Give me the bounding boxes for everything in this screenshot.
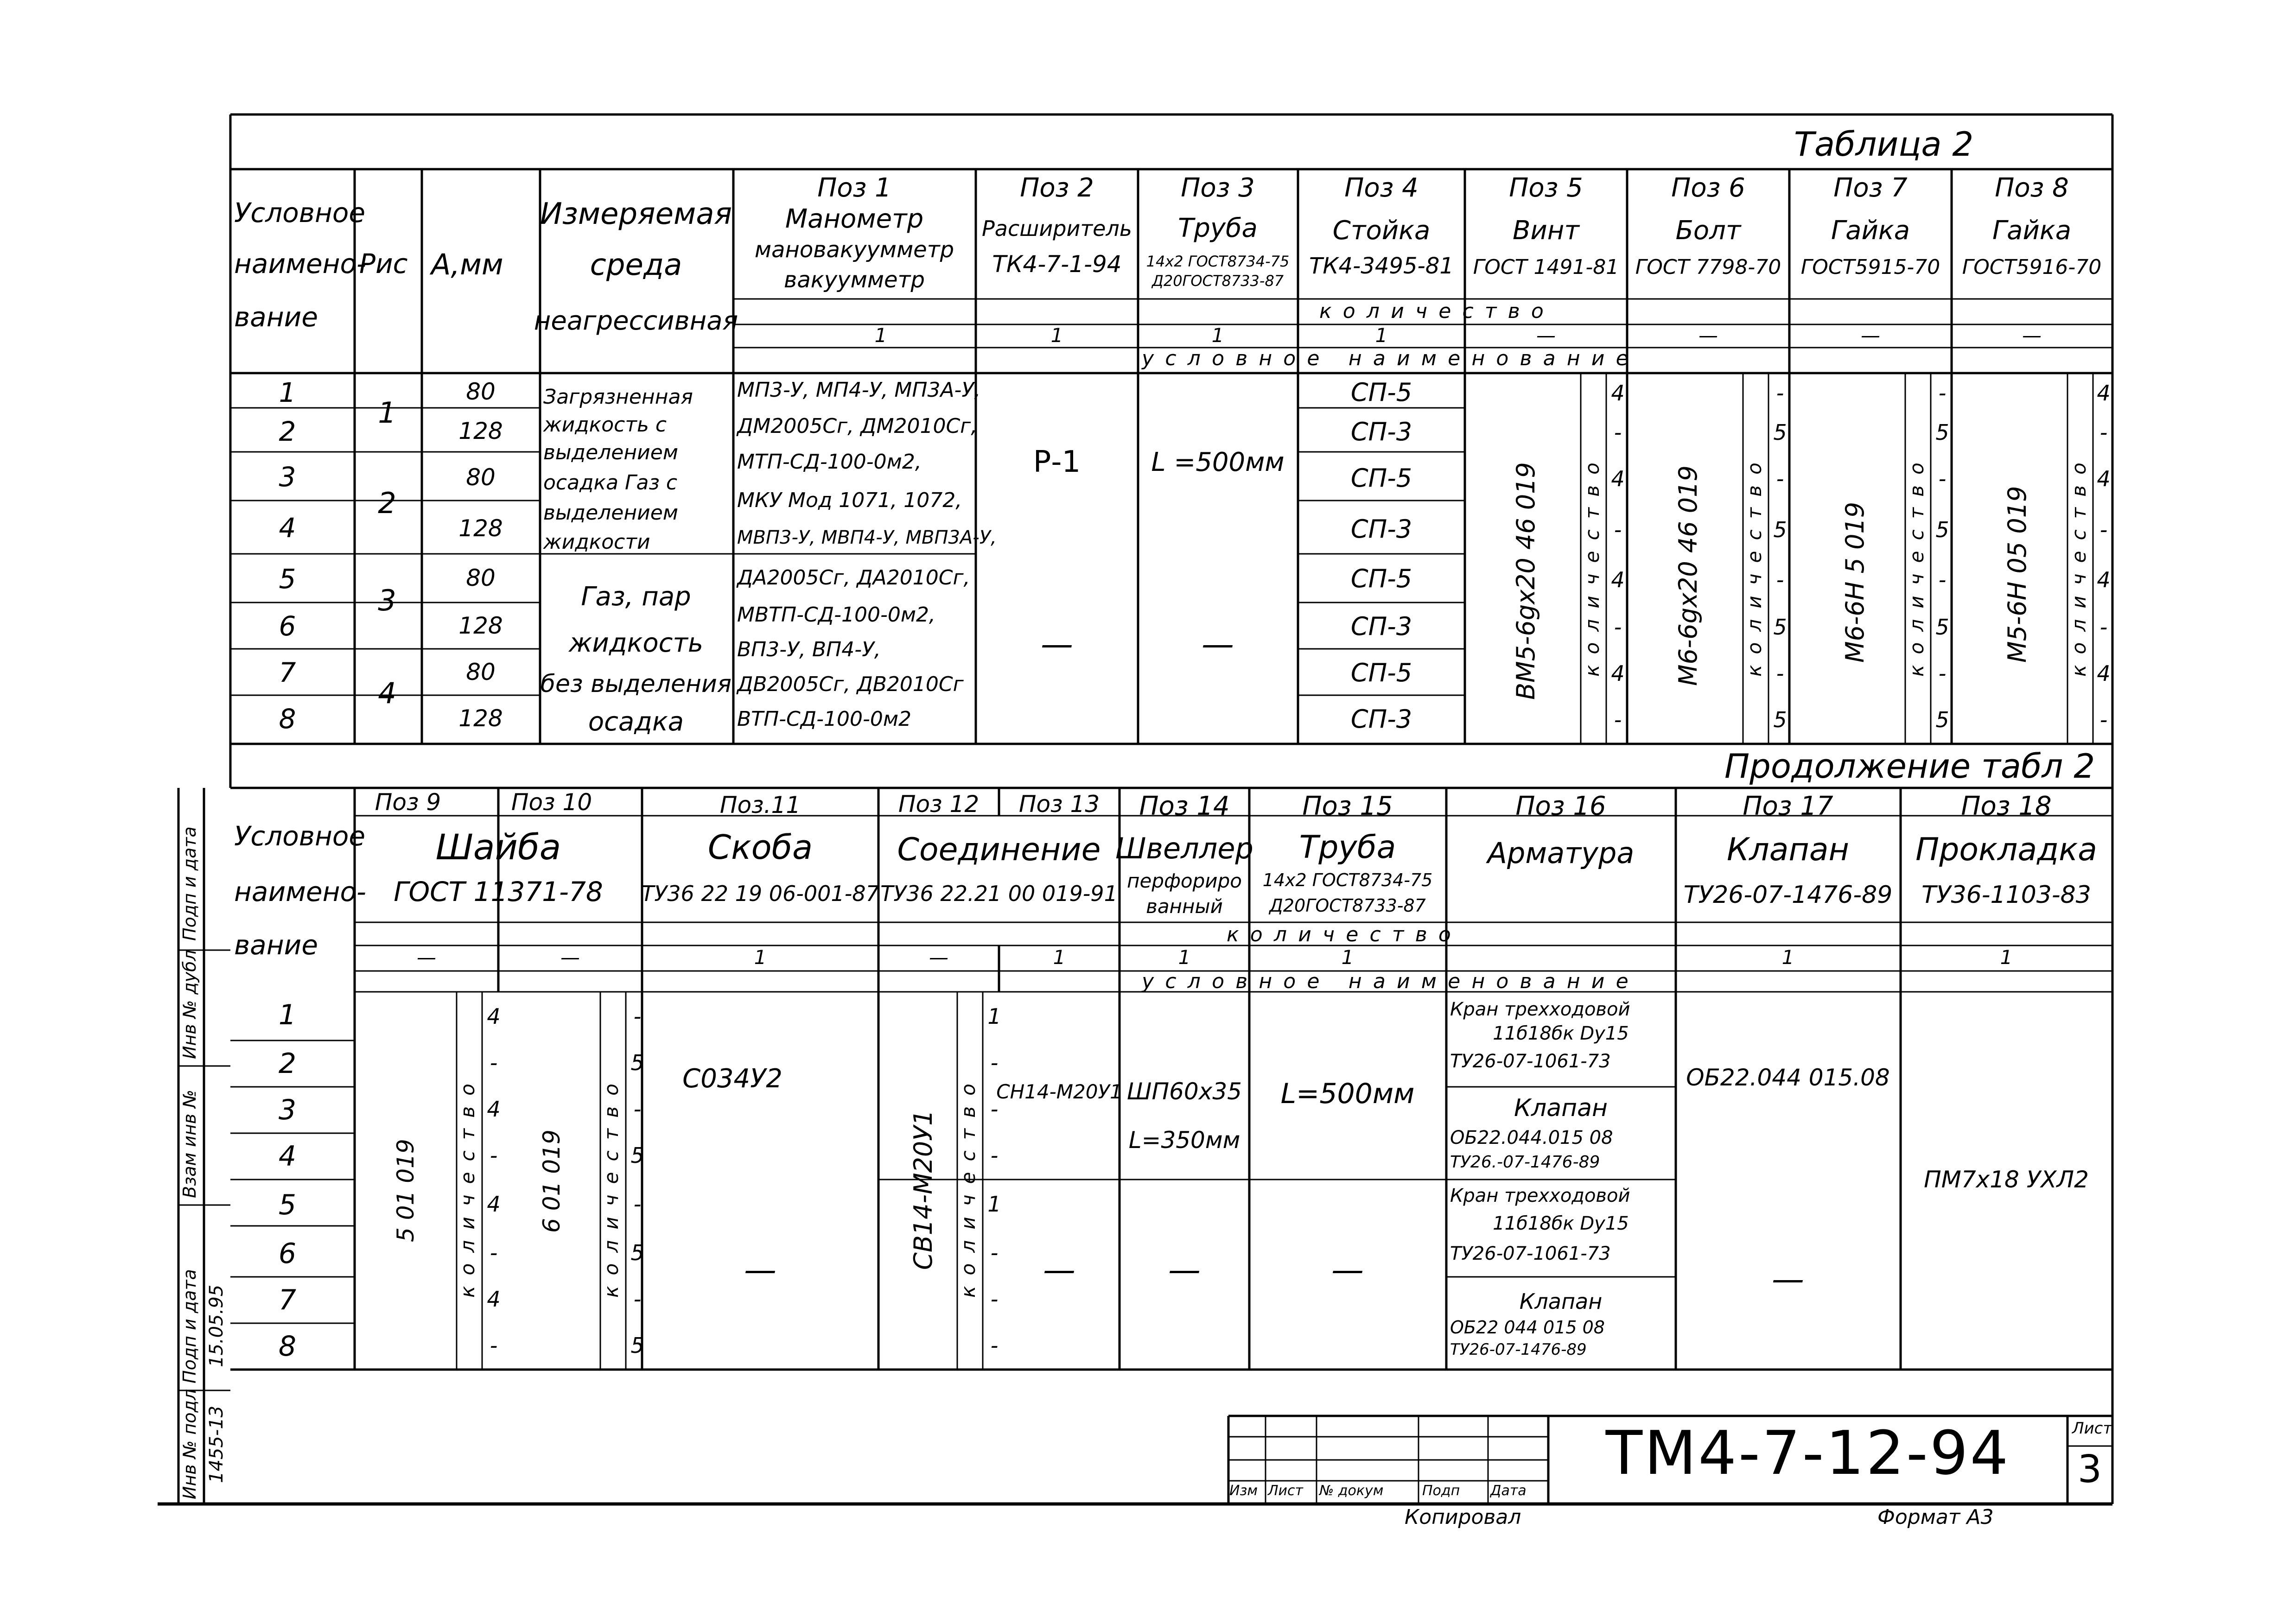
qty-label-vert: количество xyxy=(1581,452,1603,677)
pos4-value: СП-5 xyxy=(1350,564,1412,593)
a-value: 128 xyxy=(458,515,503,542)
a-value: 80 xyxy=(466,464,496,491)
tb-col-sign: Подп xyxy=(1422,1483,1460,1499)
header-a: А,мм xyxy=(431,247,503,281)
washer-std: ГОСТ 11371-78 xyxy=(394,876,603,907)
qty-cell: - xyxy=(490,1143,498,1168)
qty-cell: 5 xyxy=(1935,615,1949,640)
row-num: 3 xyxy=(279,461,296,493)
tb-col-izm: Изм xyxy=(1229,1483,1258,1499)
medium-dirty: выделением xyxy=(543,441,678,464)
pos17-label: Поз 17 xyxy=(1743,791,1833,821)
medium-dirty: осадка Газ с xyxy=(543,471,678,495)
bqty: — xyxy=(929,946,948,969)
a-value: 80 xyxy=(466,659,496,685)
fig-value: 1 xyxy=(378,396,396,430)
fitting-3: 11б18бк Dу15 xyxy=(1493,1213,1629,1234)
pos2-qty: 1 xyxy=(1050,324,1063,347)
quantity-label-bottom: количество xyxy=(1227,923,1462,946)
header-name-1b: Условное xyxy=(234,820,366,852)
designation-label-bottom: условное наименование xyxy=(1142,970,1640,993)
p13-dash: — xyxy=(1043,1251,1075,1289)
a-value: 128 xyxy=(458,418,503,444)
instrument-item: ДМ2005Сг, ДМ2010Сг, xyxy=(737,414,978,438)
pos3-line1: Труба xyxy=(1178,213,1258,243)
bqty: 1 xyxy=(1178,946,1191,969)
pipe-name: Труба xyxy=(1299,829,1396,866)
fitting-3: ТУ26-07-1061-73 xyxy=(1450,1243,1611,1264)
header-medium-3: неагрессивная xyxy=(534,306,738,336)
p15-value: L=500мм xyxy=(1280,1078,1415,1110)
fitting-4: ТУ26-07-1476-89 xyxy=(1450,1340,1587,1359)
fitting-3: Кран трехходовой xyxy=(1450,1185,1630,1206)
continuation-title: Продолжение табл 2 xyxy=(1724,747,2095,786)
qty-cell: 5 xyxy=(1773,420,1787,445)
qty-cell: - xyxy=(490,1050,498,1075)
a-value: 128 xyxy=(458,612,503,639)
pos4-label: Поз 4 xyxy=(1344,173,1419,203)
bqty: 1 xyxy=(1781,946,1794,969)
designation-label-top: условное наименование xyxy=(1142,347,1640,370)
qty-cell: 4 xyxy=(487,1287,501,1312)
valve-name: Клапан xyxy=(1727,831,1849,868)
fig-value: 2 xyxy=(378,486,396,520)
pos5-line2: ГОСТ 1491-81 xyxy=(1473,255,1619,279)
pos4-value: СП-3 xyxy=(1350,704,1412,734)
tb-col-doc: № докум xyxy=(1319,1483,1384,1499)
qty-cell: 4 xyxy=(2097,567,2111,592)
medium-dirty: выделением xyxy=(543,501,678,525)
pos7-name: М6-6Н 5 019 xyxy=(1840,501,1870,663)
pos12-label: Поз 12 xyxy=(898,791,980,818)
p15-dash: — xyxy=(1331,1251,1364,1289)
row-num-b: 5 xyxy=(278,1189,297,1221)
qty-cell: - xyxy=(633,1287,642,1312)
instrument-item: МКУ Мод 1071, 1072, xyxy=(737,488,962,512)
qty-cell: - xyxy=(633,1097,642,1122)
pos2-value: Р-1 xyxy=(1033,445,1081,479)
qty-label-vert: количество xyxy=(2067,452,2090,677)
qty-label-vert: количество xyxy=(1743,452,1766,677)
header-medium-2: среда xyxy=(590,248,682,282)
p14-dash: — xyxy=(1168,1251,1201,1289)
header-medium-1: Измеряемая xyxy=(540,197,732,231)
pos3-line2: 14х2 ГОСТ8734-75 xyxy=(1146,253,1290,270)
pos2-line1: Расширитель xyxy=(982,216,1132,241)
qty-cell: - xyxy=(2099,615,2108,640)
tb-col-date: Дата xyxy=(1490,1483,1527,1499)
instrument-item: МП3-У, МП4-У, МП3А-У, xyxy=(737,378,981,402)
pos8-line2: ГОСТ5916-70 xyxy=(1962,255,2102,279)
stamp-sign-date: Подп и дата xyxy=(179,826,200,941)
instrument-item: МВП3-У, МВП4-У, МВП3А-У, xyxy=(737,527,997,548)
p13-value: СН14-М20У1 xyxy=(996,1080,1122,1103)
qty-cell: - xyxy=(1938,661,1946,686)
qty-cell: - xyxy=(633,1004,642,1029)
pos6-name: М6-6gх20 46 019 xyxy=(1673,465,1703,686)
qty-cell: 1 xyxy=(987,1192,1001,1217)
bqty: 1 xyxy=(2000,946,2013,969)
medium-dirty: жидкость с xyxy=(543,413,667,437)
instrument-item: МВТП-СД-100-0м2, xyxy=(737,603,935,627)
fitting-1: ТУ26-07-1061-73 xyxy=(1450,1051,1611,1072)
header-name-2b: наимено- xyxy=(234,876,366,907)
bracket-name: Скоба xyxy=(707,828,813,867)
medium-dirty: жидкости xyxy=(543,530,650,554)
tb-copied: Копировал xyxy=(1405,1505,1521,1529)
pos8-line1: Гайка xyxy=(1992,216,2072,246)
stamp-date-value: 15.05.95 xyxy=(206,1284,227,1367)
row-num: 7 xyxy=(279,657,296,688)
row-num: 6 xyxy=(279,610,296,642)
table-title: Таблица 2 xyxy=(1794,125,1974,164)
qty-cell: - xyxy=(990,1240,999,1265)
p18-value: ПМ7х18 УХЛ2 xyxy=(1924,1166,2089,1193)
a-value: 80 xyxy=(466,565,496,591)
instrument-item: МТП-СД-100-0м2, xyxy=(737,450,922,474)
pos6-line1: Болт xyxy=(1675,216,1741,246)
pos13-label: Поз 13 xyxy=(1018,791,1100,818)
qty-cell: 5 xyxy=(630,1333,644,1358)
qty-cell: 4 xyxy=(1611,466,1625,491)
pos6-qty: — xyxy=(1698,324,1718,347)
channel-name-2: перфориро xyxy=(1127,869,1242,892)
qty-cell: 5 xyxy=(1935,420,1949,445)
washer-name: Шайба xyxy=(435,826,561,868)
p10-name: 6 01 019 xyxy=(538,1129,565,1233)
fitting-2: ТУ26.-07-1476-89 xyxy=(1450,1153,1600,1172)
pos1-line1: Манометр xyxy=(785,204,924,234)
header-name-3: вание xyxy=(234,301,318,333)
qty-cell: - xyxy=(990,1143,999,1168)
joint-name: Соединение xyxy=(897,831,1101,868)
tb-format: Формат А3 xyxy=(1877,1505,1994,1529)
pos2-line2: ТК4-7-1-94 xyxy=(992,251,1122,278)
qty-label-vert: количество xyxy=(1905,452,1928,677)
tb-sheet-label: Лист xyxy=(2072,1419,2112,1438)
qty-cell: - xyxy=(1614,615,1622,640)
pos4-line2: ТК4-3495-81 xyxy=(1309,253,1454,279)
instrument-item: ВП3-У, ВП4-У, xyxy=(737,638,881,661)
fitting-2: ОБ22.044.015 08 xyxy=(1450,1127,1613,1148)
qty-cell: 5 xyxy=(1773,517,1787,542)
pos5-qty: — xyxy=(1536,324,1556,347)
qty-cell: 4 xyxy=(2097,381,2111,406)
pos1-line2: мановакуумметр xyxy=(754,237,954,263)
fitting-4: ОБ22 044 015 08 xyxy=(1450,1317,1605,1338)
qty-cell: 5 xyxy=(630,1240,644,1265)
header-fig: Рис xyxy=(359,248,408,279)
stamp-replace-inv: Взам инв № xyxy=(179,1090,200,1198)
pos7-line2: ГОСТ5915-70 xyxy=(1800,255,1940,279)
instrument-item: ДА2005Сг, ДА2010Сг, xyxy=(737,566,970,590)
joint-std: ТУ36 22.21 00 019-91 xyxy=(880,881,1118,906)
pos9-label: Поз 9 xyxy=(375,789,441,816)
qty-cell: 4 xyxy=(1611,381,1625,406)
qty-cell: 4 xyxy=(487,1192,501,1217)
stamp-inv-value: 1455-13 xyxy=(206,1405,227,1483)
pos16-label: Поз 16 xyxy=(1515,791,1606,821)
gasket-name: Прокладка xyxy=(1915,831,2097,868)
qty-cell: - xyxy=(990,1333,999,1358)
medium-clean: осадка xyxy=(588,707,684,737)
pos3-qty: 1 xyxy=(1211,324,1224,347)
pos1-label: Поз 1 xyxy=(817,173,891,203)
row-num-b: 3 xyxy=(278,1094,297,1126)
tb-col-list: Лист xyxy=(1268,1483,1304,1499)
qty-cell: 4 xyxy=(1611,661,1625,686)
qty-cell: - xyxy=(2099,420,2108,445)
valve-std: ТУ26-07-1476-89 xyxy=(1683,881,1893,909)
pos18-label: Поз 18 xyxy=(1961,791,2052,821)
pos5-label: Поз 5 xyxy=(1509,173,1583,203)
qty-cell: - xyxy=(1614,707,1622,732)
qty-cell: - xyxy=(633,1192,642,1217)
row-num: 1 xyxy=(279,377,296,408)
pos3-value: L =500мм xyxy=(1151,447,1285,477)
stamp-orig-inv: Инв № подл xyxy=(179,1389,200,1499)
pos2-dash: — xyxy=(1041,625,1073,663)
qty-cell: 5 xyxy=(630,1050,644,1075)
stamp-sign-date-2: Подп и дата xyxy=(179,1269,200,1383)
pos4-value: СП-3 xyxy=(1350,612,1412,641)
pos3-line3: Д20ГОСТ8733-87 xyxy=(1151,272,1284,290)
fittings-name: Арматура xyxy=(1487,836,1635,870)
qty-cell: 5 xyxy=(1935,517,1949,542)
qty-cell: - xyxy=(990,1050,999,1075)
qty-cell: - xyxy=(1938,381,1946,406)
pos6-line2: ГОСТ 7798-70 xyxy=(1635,255,1781,279)
pos15-label: Поз 15 xyxy=(1302,791,1393,821)
qty-cell: 5 xyxy=(1773,707,1787,732)
pos4-value: СП-5 xyxy=(1350,378,1412,407)
pos2-label: Поз 2 xyxy=(1020,173,1094,203)
row-num-b: 8 xyxy=(278,1330,297,1363)
bqty: — xyxy=(560,946,580,969)
qty-cell: 5 xyxy=(1935,707,1949,732)
qty-cell: 4 xyxy=(487,1004,501,1029)
channel-name-3: ванный xyxy=(1146,895,1223,918)
row-num-b: 1 xyxy=(278,999,297,1031)
qty-label-vert-b: количество xyxy=(600,1073,623,1298)
pos1-line3: вакуумметр xyxy=(784,267,925,293)
instrument-item: ДВ2005Сг, ДВ2010Сг xyxy=(737,672,964,696)
pos4-qty: 1 xyxy=(1375,324,1388,347)
bqty: 1 xyxy=(1341,946,1354,969)
pos7-line1: Гайка xyxy=(1831,216,1910,246)
p11-dash: — xyxy=(744,1251,776,1289)
qty-label-vert-b: количество xyxy=(456,1073,479,1298)
qty-cell: 5 xyxy=(1773,615,1787,640)
qty-cell: 4 xyxy=(1611,567,1625,592)
pos4-value: СП-5 xyxy=(1350,463,1412,493)
p14-len: L=350мм xyxy=(1128,1127,1240,1154)
row-num: 8 xyxy=(279,703,296,735)
pos7-label: Поз 7 xyxy=(1833,173,1908,203)
a-value: 80 xyxy=(466,378,496,405)
pipe-std-2: Д20ГОСТ8733-87 xyxy=(1269,895,1426,916)
gasket-std: ТУ36-1103-83 xyxy=(1921,881,2091,909)
row-num-b: 7 xyxy=(278,1284,297,1316)
qty-cell: - xyxy=(490,1333,498,1358)
p12-name: СВ14-М20У1 xyxy=(909,1110,938,1270)
fitting-1: 11б18бк Dу15 xyxy=(1493,1023,1629,1044)
row-num: 2 xyxy=(279,416,296,447)
stamp-dup-inv: Инв № дубл xyxy=(179,950,200,1059)
qty-cell: 4 xyxy=(487,1097,501,1122)
qty-cell: 5 xyxy=(630,1143,644,1168)
fig-value: 3 xyxy=(378,584,396,617)
qty-cell: - xyxy=(1776,381,1784,406)
bqty: 1 xyxy=(1053,946,1066,969)
qty-cell: 4 xyxy=(2097,661,2111,686)
p17-dash: — xyxy=(1772,1260,1804,1298)
medium-clean: Газ, пар xyxy=(581,582,691,612)
qty-cell: - xyxy=(990,1097,999,1122)
pos3-dash: — xyxy=(1202,625,1234,663)
p14-value: ШП60х35 xyxy=(1127,1078,1242,1105)
pos4-value: СП-3 xyxy=(1350,514,1412,544)
qty-cell: - xyxy=(1776,466,1784,491)
qty-cell: - xyxy=(1614,420,1622,445)
qty-cell: - xyxy=(2099,707,2108,732)
pos5-line1: Винт xyxy=(1512,216,1580,246)
row-num: 5 xyxy=(279,563,296,595)
quantity-label-top: количество xyxy=(1319,299,1555,323)
p9-name: 5 01 019 xyxy=(392,1139,419,1242)
qty-label-vert-b: количество xyxy=(957,1073,980,1298)
pos5-name: ВМ5-6gх20 46 019 xyxy=(1511,462,1540,700)
fitting-1: Кран трехходовой xyxy=(1450,999,1630,1020)
medium-clean: жидкость xyxy=(568,628,704,658)
row-num-b: 6 xyxy=(278,1237,297,1270)
pos7-qty: — xyxy=(1861,324,1880,347)
pos4-value: СП-3 xyxy=(1350,417,1412,446)
qty-cell: - xyxy=(1776,661,1784,686)
qty-cell: - xyxy=(1938,466,1946,491)
header-name-1: Условное xyxy=(234,197,366,228)
p11-value: С034У2 xyxy=(682,1064,782,1094)
document-code: ТМ4-7-12-94 xyxy=(1605,1418,2010,1488)
pos3-label: Поз 3 xyxy=(1181,173,1255,203)
instrument-item: ВТП-СД-100-0м2 xyxy=(737,707,912,731)
qty-cell: - xyxy=(990,1287,999,1312)
pos4-line1: Стойка xyxy=(1332,216,1431,246)
header-name-3b: вание xyxy=(234,929,318,961)
p17-value: ОБ22.044 015.08 xyxy=(1686,1064,1890,1091)
bracket-std: ТУ36 22 19 06-001-87 xyxy=(641,881,879,906)
header-name-2: наимено- xyxy=(234,248,366,279)
qty-cell: 4 xyxy=(2097,466,2111,491)
medium-clean: без выделения xyxy=(540,670,732,698)
row-num-b: 4 xyxy=(278,1140,297,1173)
qty-cell: 1 xyxy=(987,1004,1001,1029)
pos6-label: Поз 6 xyxy=(1671,173,1745,203)
pos8-label: Поз 8 xyxy=(1995,173,2069,203)
pos1-qty: 1 xyxy=(874,324,887,347)
pipe-std-1: 14х2 ГОСТ8734-75 xyxy=(1262,870,1433,890)
fitting-2: Клапан xyxy=(1514,1094,1608,1122)
pos8-qty: — xyxy=(2022,324,2042,347)
qty-cell: - xyxy=(2099,517,2108,542)
qty-cell: - xyxy=(1776,567,1784,592)
pos8-name: М5-6Н 05 019 xyxy=(2003,486,2032,663)
fig-value: 4 xyxy=(378,676,396,710)
bqty: — xyxy=(417,946,436,969)
row-num-b: 2 xyxy=(278,1047,297,1080)
pos10-label: Поз 10 xyxy=(511,789,592,816)
a-value: 128 xyxy=(458,705,503,732)
fitting-4: Клапан xyxy=(1519,1289,1603,1314)
tb-sheet-number: 3 xyxy=(2077,1447,2102,1491)
pos14-label: Поз 14 xyxy=(1139,791,1230,821)
row-num: 4 xyxy=(279,512,296,544)
pos11-label: Поз.11 xyxy=(719,792,801,818)
qty-cell: - xyxy=(1938,567,1946,592)
pos4-value: СП-5 xyxy=(1350,658,1412,687)
channel-name: Швеллер xyxy=(1115,831,1253,865)
qty-cell: - xyxy=(1614,517,1622,542)
qty-cell: - xyxy=(490,1240,498,1265)
bqty: 1 xyxy=(754,946,767,969)
medium-dirty: Загрязненная xyxy=(543,385,693,409)
